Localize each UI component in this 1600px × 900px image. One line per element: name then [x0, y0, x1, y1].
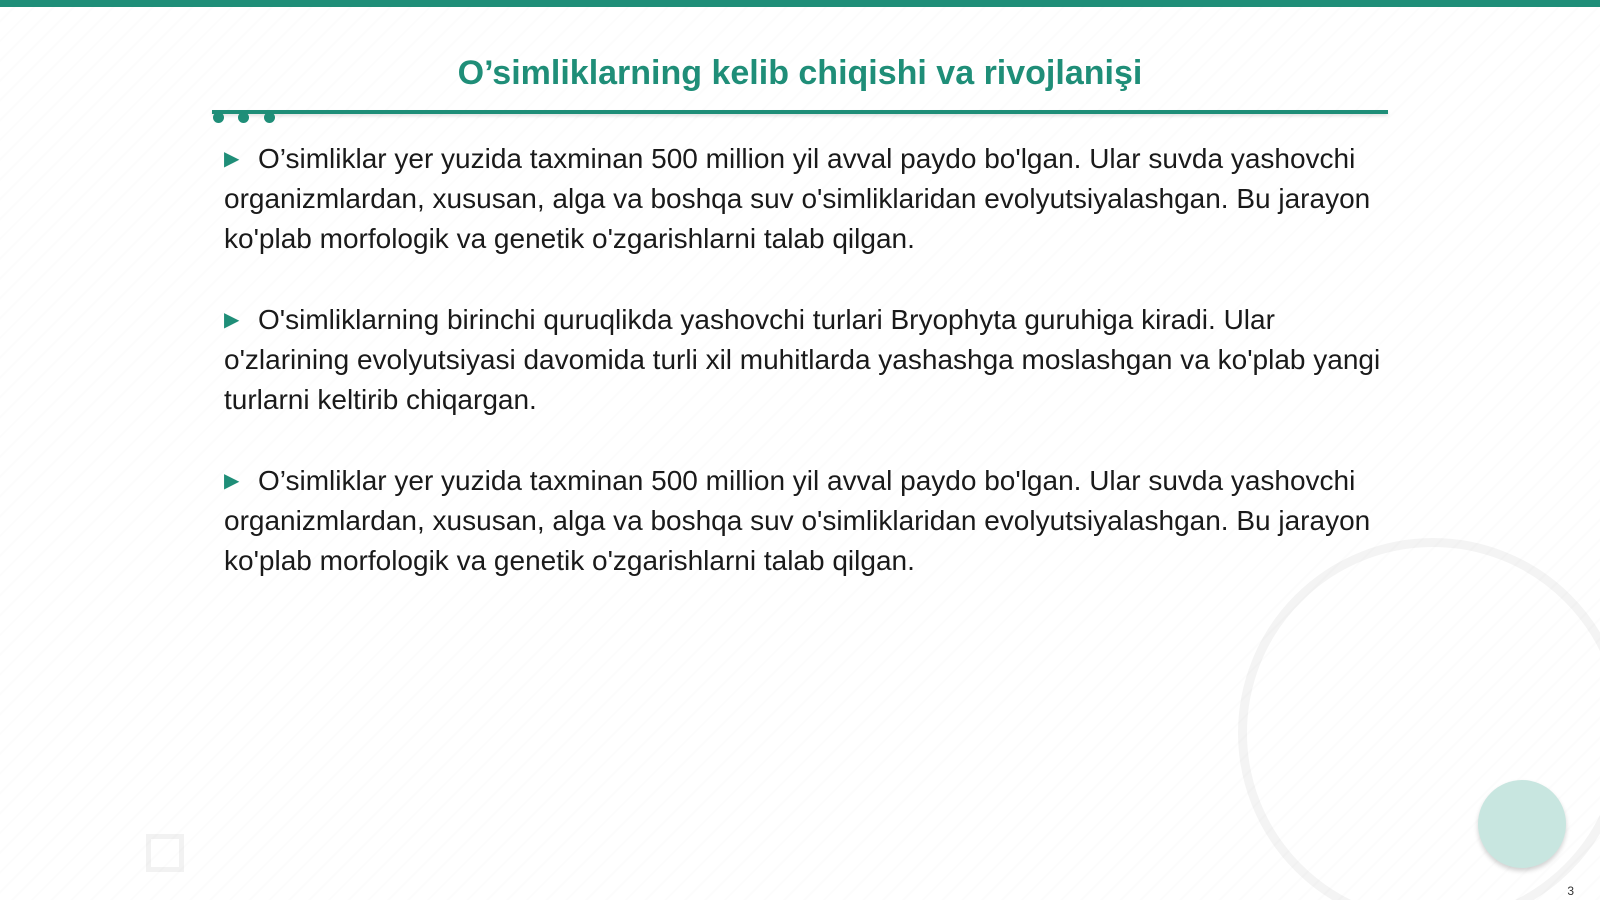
decor-dot [213, 112, 224, 123]
bullet-paragraph [224, 461, 1384, 581]
decor-square [146, 834, 184, 872]
bullet-paragraph [224, 300, 1384, 420]
title-underline [212, 110, 1388, 114]
paragraph-text: O'simliklarning birinchi quruqlikda yashovchi turlari Bryophyta guruhiga kiradi. Ular o'zlarining evolyutsiyasi davomida turli xil muhitlarda yashashga moslashgan va ko'plab yangi turlarni keltirib chiqargan. [224, 304, 1381, 415]
decor-dot [238, 112, 249, 123]
triangle-right-icon: ▶ [224, 309, 240, 331]
bullet-list [224, 139, 1384, 622]
page-number: 3 [1567, 884, 1574, 898]
decor-circle [1478, 780, 1566, 868]
slide-title: O’simliklarning kelib chiqishi va rivojlanişi [457, 54, 1143, 92]
decor-dot [264, 112, 275, 123]
triangle-right-icon: ▶ [224, 148, 240, 170]
bullet-paragraph [224, 139, 1384, 259]
triangle-right-icon: ▶ [224, 470, 240, 492]
top-accent-bar [0, 0, 1600, 7]
paragraph-text: O’simliklar yer yuzida taxminan 500 million yil avval paydo bo'lgan. Ular suvda yashovchi organizmlardan, xususan, alga va boshqa suv o'simliklaridan evolyutsiyalashgan. Bu jarayon ko'plab morfologik va genetik o'zgarishlarni talab qilgan. [224, 465, 1371, 576]
paragraph-text: O’simliklar yer yuzida taxminan 500 million yil avval paydo bo'lgan. Ular suvda yashovchi organizmlardan, xususan, alga va boshqa suv o'simliklaridan evolyutsiyalashgan. Bu jarayon ko'plab morfologik va genetik o'zgarishlarni talab qilgan. [224, 143, 1371, 254]
